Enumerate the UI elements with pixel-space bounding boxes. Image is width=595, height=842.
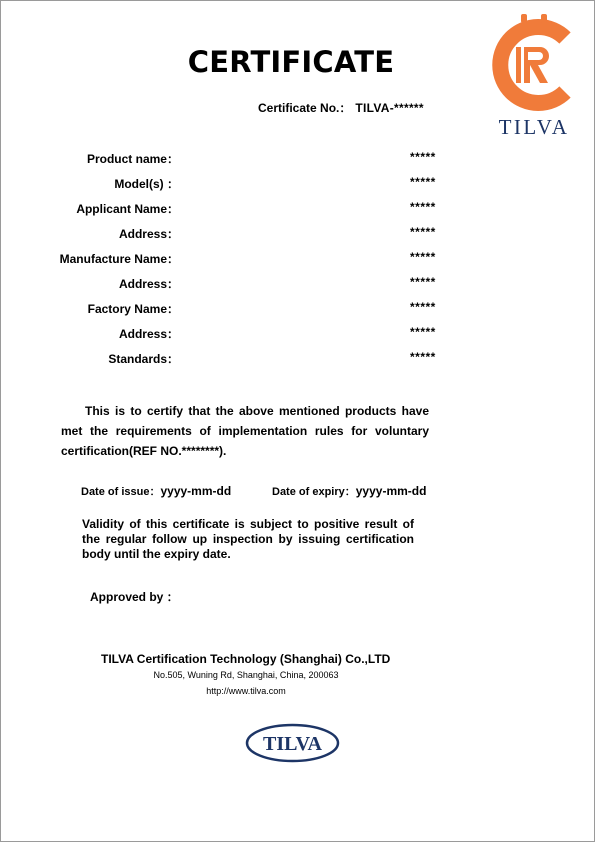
standards-label: Standards：: [108, 352, 179, 366]
approved-by-label: Approved by ：: [90, 590, 179, 604]
factory-name-value: *****: [410, 300, 436, 314]
issue-date: [81, 483, 231, 499]
applicant-address-label: Address：: [118, 227, 179, 241]
manufacture-address-label: Address：: [118, 277, 179, 291]
applicant-name-value: *****: [410, 200, 436, 214]
certificate-number-label: Certificate No.：: [258, 101, 352, 115]
product-name-value: *****: [410, 150, 436, 164]
applicant-name-label: Applicant Name：: [76, 202, 179, 216]
issue-date-value: yyyy-mm-dd: [160, 484, 232, 498]
certificate-number: [258, 99, 424, 116]
factory-name-label: Factory Name：: [87, 302, 179, 316]
company-website: http://www.tilva.com: [206, 686, 286, 696]
product-name-label: Product name：: [86, 152, 179, 166]
factory-address-value: *****: [410, 325, 436, 339]
manufacture-name-label: Manufacture Name：: [59, 252, 179, 266]
company-name: TILVA Certification Technology (Shanghai) Co.,LTD: [101, 652, 391, 666]
tilva-oval-logo: [245, 723, 340, 763]
certify-text: This is to certify that the above mentioned products have met the requirements of implementation rules for voluntary certification(REF NO.********).: [61, 404, 429, 458]
models-value: *****: [410, 175, 436, 189]
page-title: CERTIFICATE: [187, 45, 395, 79]
expiry-date-value: yyyy-mm-dd: [355, 484, 427, 498]
models-label: Model(s) ：: [114, 177, 179, 191]
expiry-date: [272, 483, 426, 499]
expiry-date-label: Date of expiry：: [272, 486, 356, 498]
validity-statement: Validity of this certificate is subject to positive result of the regular follow up inspection by issuing certification body until the expiry date.: [82, 517, 414, 561]
manufacture-address-value: *****: [410, 275, 436, 289]
svg-text:TILVA: TILVA: [263, 733, 322, 755]
manufacture-name-value: *****: [410, 250, 436, 264]
certify-statement: [61, 401, 429, 461]
factory-address-label: Address：: [118, 327, 179, 341]
svg-text:TILVA: TILVA: [498, 115, 570, 138]
standards-value: *****: [410, 350, 436, 364]
certificate-number-value: TILVA-******: [355, 101, 424, 115]
applicant-address-value: *****: [410, 225, 436, 239]
issue-date-label: Date of issue：: [81, 486, 161, 498]
company-address: No.505, Wuning Rd, Shanghai, China, 200063: [153, 670, 339, 680]
